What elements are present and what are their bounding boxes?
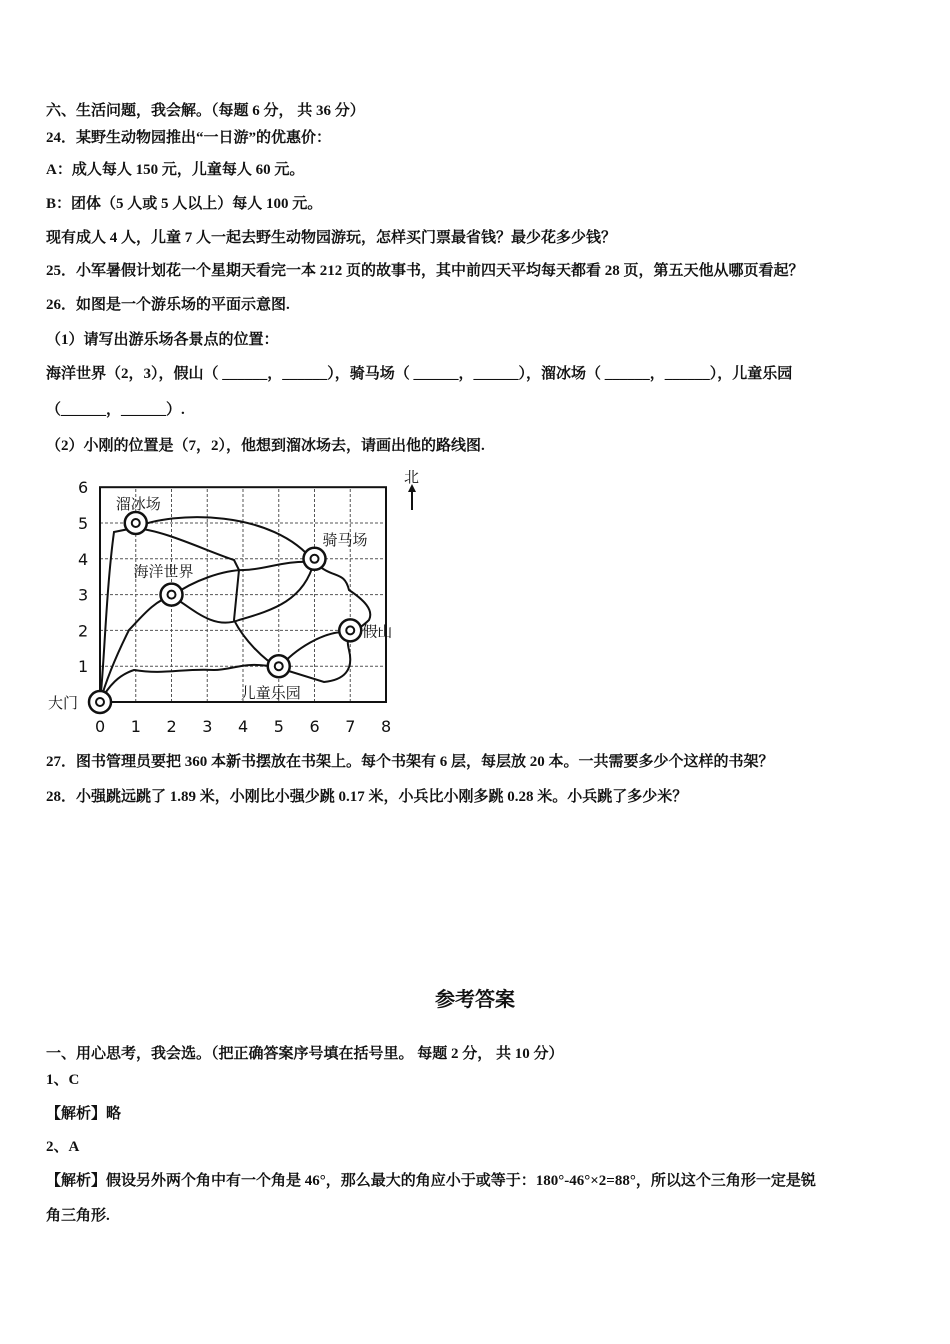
answer-1: 1、C: [46, 1072, 80, 1088]
question-26-part1: （1）请写出游乐场各景点的位置：: [46, 332, 279, 348]
y-tick-label: 5: [78, 514, 89, 533]
x-tick-label: 6: [309, 717, 320, 736]
place-label: 假山: [362, 622, 393, 641]
answer-2-analysis-line2: 角三角形.: [46, 1208, 110, 1224]
answers-title: 参考答案: [435, 989, 515, 1011]
place-marker-icon: [304, 548, 326, 570]
place-label: 儿童乐园: [240, 684, 301, 703]
question-24-stem: 24．某野生动物园推出“一日游”的优惠价：: [46, 130, 332, 146]
north-arrow: [404, 470, 419, 510]
place-label: 大门: [48, 694, 79, 712]
x-tick-label: 5: [273, 717, 284, 736]
answers-section-heading: 一、用心思考，我会选。（把正确答案序号填在括号里。 每题 2 分， 共 10 分）: [46, 1046, 564, 1062]
route-path: [134, 528, 279, 668]
answer-1-analysis: 【解析】略: [46, 1106, 122, 1122]
question-25: 25．小军暑假计划花一个星期天看完一本 212 页的故事书，其中前四天平均每天都看 28 页，第五天他从哪页看起？: [46, 263, 804, 279]
x-tick-label: 1: [130, 717, 141, 736]
answer-2-analysis-line1: 【解析】假设另外两个角中有一个角是 46°，那么最大的角应小于或等于：180°-46°×2=88°，所以这个三角形一定是锐: [46, 1173, 816, 1189]
question-24-question: 现有成人 4 人，儿童 7 人一起去野生动物园游玩，怎样买门票最省钱？最少花多少钱？: [46, 230, 617, 246]
place-marker-icon: [268, 655, 290, 677]
question-26-stem: 26．如图是一个游乐场的平面示意图.: [46, 297, 290, 313]
question-26-part2: （2）小刚的位置是（7，2），他想到溜冰场去，请画出他的路线图.: [46, 438, 485, 454]
place-label: 溜冰场: [115, 495, 161, 513]
x-tick-label: 7: [345, 717, 356, 736]
north-label: 北: [404, 470, 420, 486]
question-24-option-b: B：团体（5 人或 5 人以上）每人 100 元。: [46, 196, 323, 212]
amusement-park-map: [44, 470, 424, 740]
x-tick-label: 2: [166, 717, 177, 736]
answer-2: 2、A: [46, 1139, 80, 1155]
y-tick-label: 4: [78, 549, 89, 569]
y-tick-label: 6: [78, 478, 89, 498]
question-24-option-a: A：成人每人 150 元，儿童每人 60 元。: [46, 162, 305, 178]
x-tick-label: 4: [238, 717, 249, 736]
x-tick-label: 8: [381, 717, 392, 736]
place-marker-icon: [161, 584, 183, 606]
y-tick-label: 3: [78, 585, 89, 605]
section-heading: 六、生活问题，我会解。（每题 6 分， 共 36 分）: [46, 103, 365, 119]
place-marker-icon: [125, 512, 147, 534]
question-26-blanks-line1: 海洋世界（2，3），假山（ ______，______），骑马场（ ______，______），溜冰场（ ______，______），儿童乐园: [46, 366, 793, 382]
y-tick-label: 2: [78, 621, 89, 641]
place-marker-icon: [339, 619, 361, 641]
x-tick-label: 3: [202, 717, 213, 736]
question-26-blanks-line2: （______，______）.: [46, 402, 185, 418]
question-28: 28．小强跳远跳了 1.89 米，小刚比小强少跳 0.17 米，小兵比小刚多跳 0.28 米。小兵跳了多少米？: [46, 789, 688, 805]
x-tick-label: 0: [95, 717, 106, 736]
place-label: 海洋世界: [133, 562, 194, 581]
place-marker-icon: [89, 691, 111, 713]
y-tick-label: 1: [78, 657, 89, 677]
place-label: 骑马场: [322, 530, 368, 549]
question-27: 27．图书管理员要把 360 本新书摆放在书架上。每个书架有 6 层，每层放 20 本。一共需要多少个这样的书架？: [46, 754, 774, 770]
